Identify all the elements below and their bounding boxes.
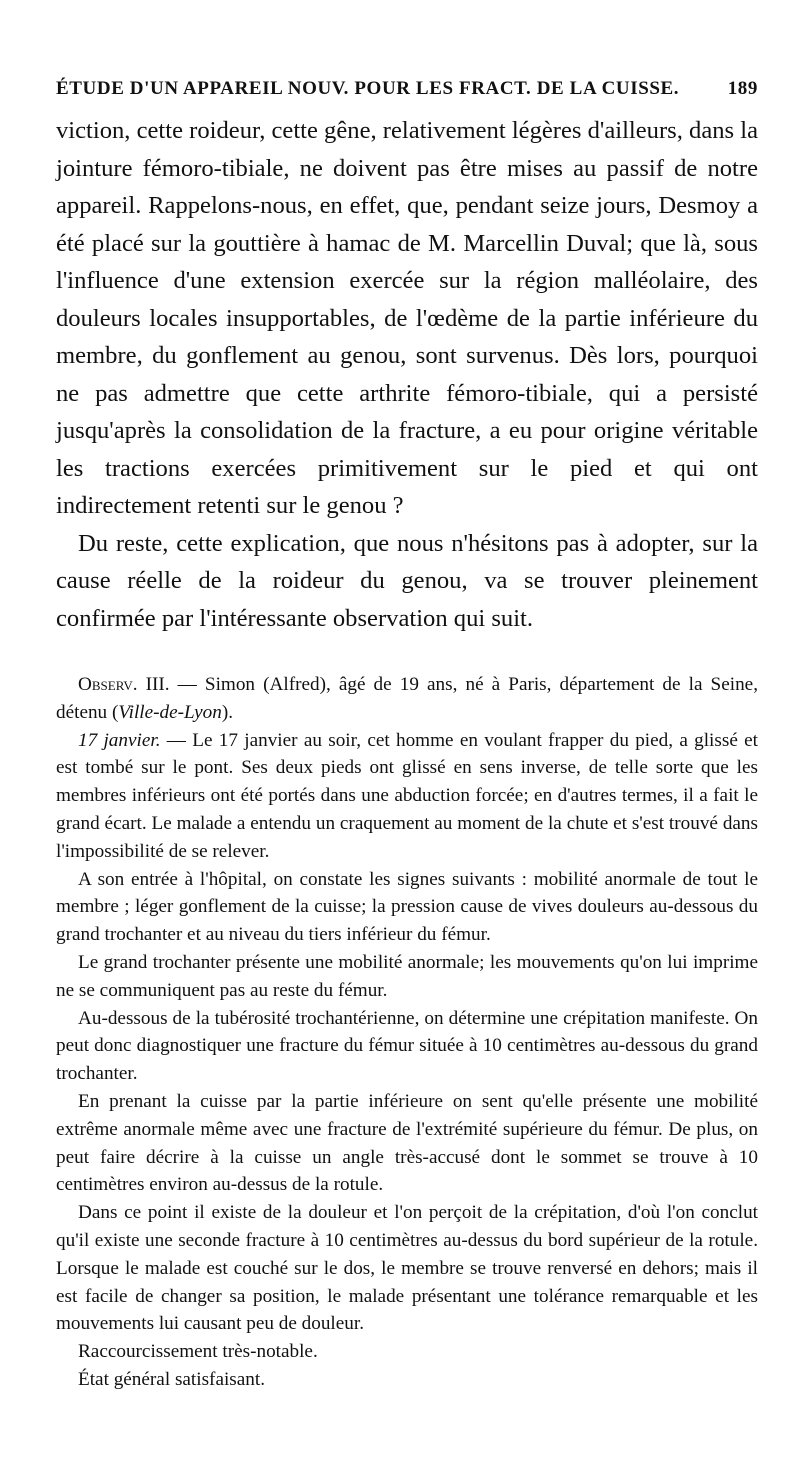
page-number: 189: [727, 78, 758, 99]
observation-paragraph-1: A son entrée à l'hôpital, on constate les signes suivants : mobilité anormale de tout le membre ; léger gonflement de la cuisse; la pression cause de vives douleurs au-dessous du grand trochanter et au niveau du tiers inférieur du fémur.: [56, 868, 758, 946]
observation-label: Observ. III.: [78, 674, 170, 695]
observation-paragraph-2: Le grand trochanter présente une mobilité anormale; les mouvements qu'on lui imprime ne se communiquent pas au reste du fémur.: [56, 951, 758, 1001]
paragraph-1: viction, cette roideur, cette gêne, relativement légères d'ailleurs, dans la jointure fémoro-tibiale, ne doivent pas être mises au passif de notre appareil. Rappelons-nous, en effet, que, pendant seize jours, Desmoy a été placé sur la gouttière à hamac de M. Marcellin Duval; que là, sous l'influence d'une extension exercée sur la région malléolaire, des douleurs locales insupportables, de l'œdème de la partie inférieure du membre, du gonflement au genou, sont survenus. Dès lors, pourquoi ne pas admettre que cette arthrite fémoro-tibiale, qui a persisté jusqu'après la consolidation de la fracture, a eu pour origine véritable les tractions exercées primitivement sur le pied et qui ont indirectement retenti sur le genou ?: [56, 117, 759, 519]
observation-intro-end: ).: [221, 701, 234, 723]
date-text: — Le 17 janvier au soir, cet homme en voulant frapper du pied, a glissé et est tombé sur le pont. Ses deux pieds ont glissé en sens inverse, de telle sorte que les membres inférieurs ont été portés dans une abduction forcée; en d'autres termes, il a fait le grand écart. Le malade a entendu un craquement au moment de la chute et s'est trouvé dans l'impossibilité de se relever.: [56, 729, 758, 862]
ship-name: Ville-de-Lyon: [118, 701, 222, 723]
observation-date-paragraph: [56, 727, 758, 866]
running-header: [56, 78, 758, 100]
observation-intro: [56, 671, 758, 727]
date-label: 17 janvier.: [78, 729, 161, 751]
observation-paragraph-3: Au-dessous de la tubérosité trochantérienne, on détermine une crépitation manifeste. On peut donc diagnostiquer une fracture du fémur située à 10 centimètres au-dessous du grand trochanter.: [56, 1007, 758, 1085]
observation-paragraph-6: Raccourcissement très-notable.: [78, 1341, 318, 1363]
running-title: ÉTUDE D'UN APPAREIL NOUV. POUR LES FRACT. DE LA CUISSE.: [56, 78, 680, 99]
observation-paragraph-7: État général satisfaisant.: [78, 1368, 266, 1390]
paragraph-2: Du reste, cette explication, que nous n'hésitons pas à adopter, sur la cause réelle de la roideur du genou, va se trouver pleinement confirmée par l'intéressante observation qui suit.: [56, 529, 758, 632]
observation-paragraph-5: Dans ce point il existe de la douleur et l'on perçoit de la crépitation, d'où l'on conclut qu'il existe une seconde fracture à 10 centimètres au-dessus du bord supérieur de la rotule. Lorsque le malade est couché sur le dos, le membre se trouve renversé en dehors; mais il est facile de changer sa position, le malade présentant une tolérance remarquable et les mouvements lui causant peu de douleur.: [56, 1202, 758, 1335]
observation-block: [56, 671, 758, 1394]
observation-intro-text: — Simon (Alfred), âgé de 19 ans, né à Paris, département de la Seine, détenu (: [56, 674, 758, 723]
main-text: [56, 112, 758, 637]
observation-paragraph-4: En prenant la cuisse par la partie inférieure on sent qu'elle présente une mobilité extrême anormale même avec une fracture de l'extrémité supérieure du fémur. De plus, on peut faire décrire à la cuisse un angle très-accusé dont le sommet se trouve à 10 centimètres environ au-dessus de la rotule.: [56, 1090, 758, 1196]
